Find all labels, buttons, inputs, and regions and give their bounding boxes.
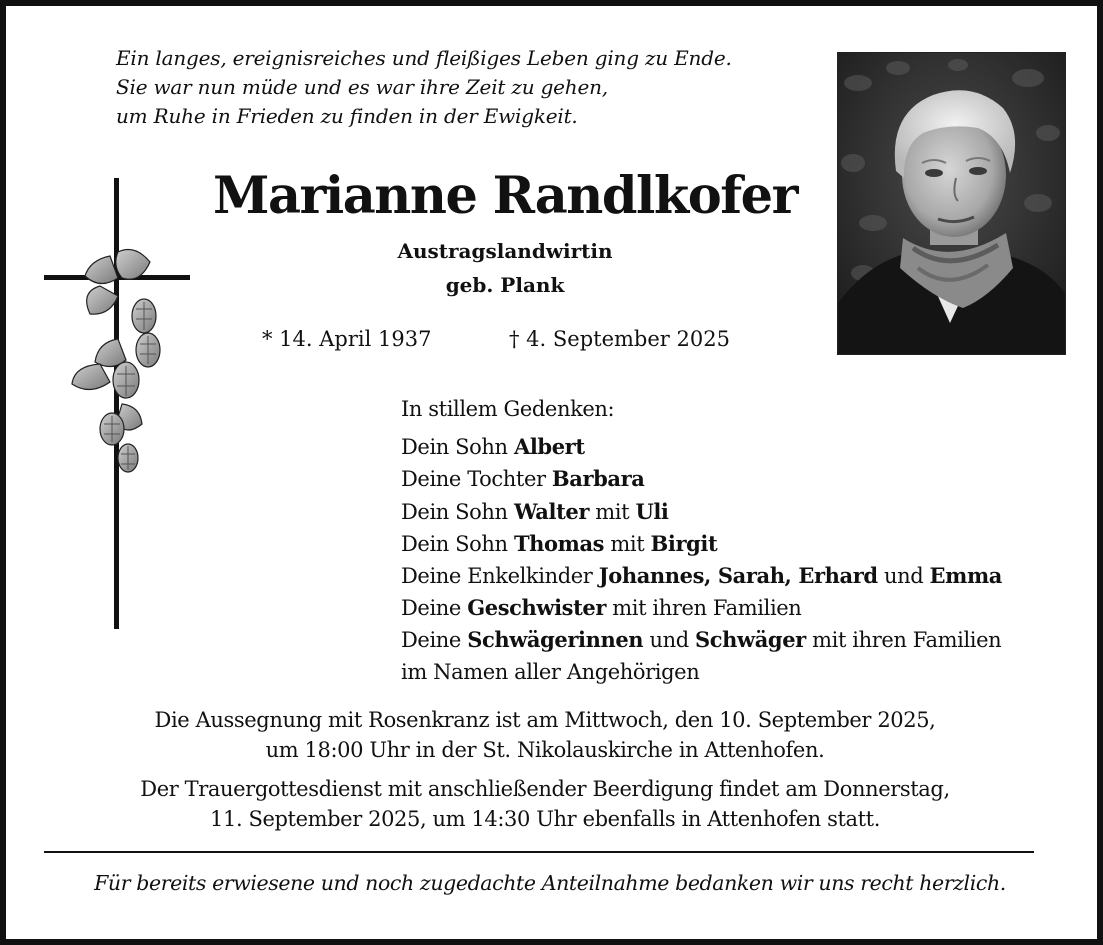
mourner-line — [401, 657, 1002, 688]
mourner-relation: Deine Enkelkinder — [401, 564, 599, 589]
mourner-relation: mit — [604, 531, 651, 556]
mourner-name: Albert — [513, 434, 585, 460]
mourner-relation: Dein Sohn — [401, 531, 514, 556]
mourner-name: Geschwister — [467, 595, 606, 621]
portrait-photo — [837, 52, 1066, 355]
mourner-line — [401, 560, 1002, 592]
mourner-relation: mit ihren Familien — [606, 596, 802, 621]
mourner-relation: Deine — [401, 596, 468, 621]
mourners-list — [401, 394, 1002, 688]
blessing-line: Die Aussegnung mit Rosenkranz ist am Mittwoch, den 10. September 2025, — [154, 708, 936, 732]
mourner-relation: Dein Sohn — [401, 499, 514, 524]
mourner-line — [401, 624, 1002, 656]
funeral-notice — [40, 774, 1050, 834]
deceased-occupation: Austragslandwirtin — [397, 239, 613, 263]
mourner-name: Johannes, Sarah, Erhard — [598, 563, 878, 589]
mourner-name: Schwäger — [695, 627, 806, 653]
mourner-relation: Dein Sohn — [401, 435, 514, 460]
mourner-relation: Deine Tochter — [401, 467, 552, 492]
mourner-line — [401, 496, 1002, 528]
mourner-relation: mit — [589, 499, 636, 524]
motto-line: Sie war nun müde und es war ihre Zeit zu gehen, — [116, 75, 608, 99]
thanks-note: Für bereits erwiesene und noch zugedachte Anteilnahme bedanken wir uns recht herzlich. — [94, 871, 1006, 895]
mourner-line — [401, 592, 1002, 624]
funeral-line: Der Trauergottesdienst mit anschließender Beerdigung findet am Donnerstag, — [140, 777, 950, 801]
mourner-lines — [401, 431, 1002, 688]
mourner-name: Emma — [929, 563, 1002, 589]
mourner-name: Thomas — [513, 530, 605, 556]
motto-verse — [116, 44, 732, 131]
mourner-name: Barbara — [551, 466, 645, 492]
mourner-line — [401, 528, 1002, 560]
blessing-line: um 18:00 Uhr in der St. Nikolauskirche in Attenhofen. — [265, 738, 825, 762]
death-date: † 4. September 2025 — [509, 327, 730, 351]
mourner-relation: mit ihren Familien — [805, 628, 1002, 653]
mourner-name: Walter — [513, 498, 590, 524]
blessing-notice — [40, 705, 1050, 765]
cross-with-hops-icon — [40, 174, 200, 634]
mourner-relation: im Namen aller Angehörigen — [401, 659, 700, 684]
mourners-intro: In stillem Gedenken: — [401, 397, 615, 421]
divider-line — [44, 851, 1034, 853]
mourner-name: Uli — [635, 498, 669, 524]
motto-line: um Ruhe in Frieden zu finden in der Ewigkeit. — [116, 104, 578, 128]
mourner-name: Birgit — [650, 530, 718, 556]
mourner-line — [401, 463, 1002, 495]
mourner-relation: Deine — [401, 628, 468, 653]
mourner-relation: und — [877, 564, 930, 589]
mourner-relation: und — [643, 628, 696, 653]
birth-date: * 14. April 1937 — [262, 327, 432, 351]
motto-line: Ein langes, ereignisreiches und fleißiges Leben ging zu Ende. — [116, 46, 732, 70]
maiden-name: geb. Plank — [445, 273, 565, 297]
mourner-name: Schwägerinnen — [467, 627, 644, 653]
mourner-line — [401, 431, 1002, 463]
deceased-name: Marianne Randlkofer — [213, 166, 797, 226]
funeral-line: 11. September 2025, um 14:30 Uhr ebenfalls in Attenhofen statt. — [210, 807, 880, 831]
